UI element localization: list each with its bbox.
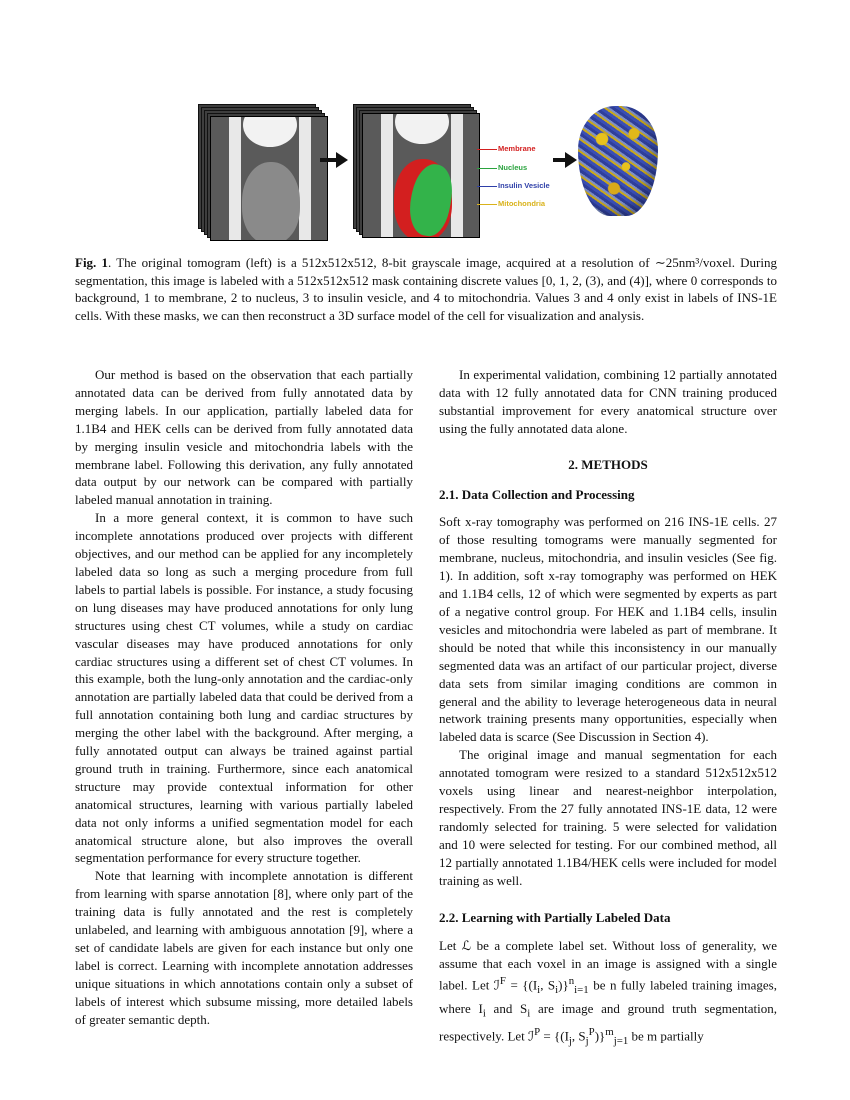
original-tomogram-image [210, 116, 328, 241]
legend-membrane: Membrane [498, 144, 536, 153]
arrow-to-3d-model [553, 158, 567, 162]
left-paragraph-1: Our method is based on the observation that each partially annotated data can be derived from fully annotated data by merging labels. In our application, partially labeled data for 1.1B4 and HEK cells can be derived from fully annotated data by merging insulin vesicle and mitochondria labels with the membrane label. Following this derivation, any fully annotated data output by our network can be compared with partially labeled manual annotation in training. [75, 367, 413, 508]
right-column [439, 366, 777, 1050]
section-title-methods: 2. METHODS [568, 456, 648, 472]
arrow-to-segmentation [320, 158, 338, 162]
caption-text: . The original tomogram (left) is a 512x512x512, 8-bit grayscale image, acquired at a resolution of ∼25nm³/voxel. During segmentation, this image is labeled with a 512x512x512 mask containing discrete values [0, 1, 2, (3), and (4)], where 0 corresponds to background, 1 to membrane, 2 to nucleus, 3 to insulin vesicle, and 4 to mitochondria. Values 3 and 4 only exist in labels of INS-1E cells. With these masks, we can then reconstruct a 3D surface model of the cell for visualization and analysis. [75, 255, 777, 323]
3d-surface-model [578, 106, 658, 216]
left-column [75, 366, 413, 1029]
figure-1 [195, 96, 665, 236]
data-collection-paragraph-2: The original image and manual segmentation for each annotated tomogram were resized to a standard 512x512x512 voxels using linear and nearest-neighbor interpolation, respectively. From the 27 fully annotated INS-1E data, 12 were randomly selected for training. 5 were selected for validation and 10 were selected for testing. For our combined method, all 12 partially annotated 1.1B4/HEK cells were included for model training as well. [439, 747, 777, 888]
left-paragraph-3: Note that learning with incomplete annotation is different from learning with sparse annotation [8], where only part of the training data is fully annotated and the rest is completely unlabeled, and learning with ambiguous annotation [9], where a set of candidate labels are given for each instance but only one label is correct. Learning with incomplete annotation addresses unique situations in which annotations contain only a subset of labels of interest which subsume missing, more detailed labels of greater semantic depth. [75, 868, 413, 1027]
subsection-title-partial-labels: 2.2. Learning with Partially Labeled Data [439, 910, 671, 926]
left-paragraph-2: In a more general context, it is common to have such incomplete annotations produced over projects with different objectives, and our method can be applied for any incompletely labeled data so long as such a merging procedure from full labels to partial labels is possible. For instance, a study focusing on lung diseases may have produced annotations for only lung structures using chest CT volumes, while a study on cardiac vascular diseases may have produced annotations for only cardiac structures using a different set of chest CT volumes. In this example, both the lung-only annotation and the cardiac-only annotation are partially labeled data that could be derived from a full annotation containing both lung and cardiac structures by merging the other label with the background. After merging, a fully annotated output can always be trained against partial ground truth in training. Furthermore, since each anatomical structure may provide contextual information for other anatomical structures, learning with various partially labeled data not only informs a unified segmentation model for each anatomical structure alone, but also improves the overall segmentation performance for every structure together. [75, 510, 413, 866]
data-collection-paragraph-1: Soft x-ray tomography was performed on 216 INS-1E cells. 27 of those resulting tomograms were manually segmented for membrane, nucleus, mitochondria, and insulin vesicles (See fig. 1). In addition, soft x-ray tomography was performed on HEK and 1.1B4 cells, 12 of which were segmented by experts as part of a negative control group. For HEK and 1.1B4 cells, insulin vesicles and mitochondria were labeled as part of membrane. It should be noted that while this inconsistency in our manually segmented data was an artifact of our particular project, diverse data sets from similar imaging conditions are common in general and the ability to leverage heterogeneous data in neural network training presents many opportunities, especially when labeled data is scarce (See Discussion in Section 4). [439, 514, 777, 745]
legend-nucleus: Nucleus [498, 163, 528, 172]
legend-insulin-vesicle: Insulin Vesicle [498, 181, 550, 190]
right-intro-paragraph: In experimental validation, combining 12 partially annotated data with 12 fully annotated data for CNN training produced substantial improvement for every anatomical structure over using the fully annotated data alone. [439, 367, 777, 436]
subsection-title-data-collection: 2.1. Data Collection and Processing [439, 486, 635, 502]
legend-mitochondria: Mitochondria [498, 199, 546, 208]
figure-caption [75, 254, 777, 324]
caption-label: Fig. 1 [75, 255, 109, 270]
partial-labels-paragraph: Let ℒ be a complete label set. Without loss of generality, we assume that each voxel in an image is assigned with a single label. Let ℐ$^F$ = {($I_i$, $S_i)\}^n_{i=1}$ be n fully labeled training images, where $I_i$ and $S_i$ are image and ground truth segmentation, respectively. Let ℐ$^P$ = {($I_j$, $S_j^P)\}^m_{j=1}$ be m partially [439, 938, 777, 1047]
segmentation-mask-image [362, 113, 480, 238]
